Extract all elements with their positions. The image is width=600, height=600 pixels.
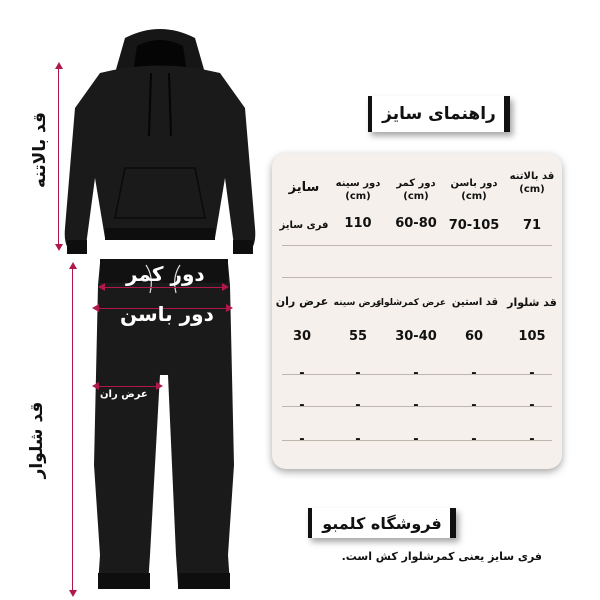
value-hip: 70-105	[448, 218, 500, 233]
header-thigh: عرض ران	[275, 295, 329, 308]
value-chest: 110	[344, 216, 372, 231]
thigh-arrow-left	[92, 382, 99, 390]
header-waist-unit: (cm)	[403, 191, 429, 202]
size-guide-title	[368, 96, 510, 132]
hoodie-length-arrow-bottom	[55, 244, 63, 251]
header-pants-waist: عرض کمرشلوار	[375, 298, 446, 308]
waist-line	[104, 287, 222, 288]
table-cell: -	[529, 366, 535, 381]
table-cell: -	[529, 432, 535, 447]
value-size: فری سایز	[279, 220, 329, 231]
table-cell: -	[471, 398, 477, 413]
table-cell: -	[471, 366, 477, 381]
hip-arrow-right	[226, 304, 233, 312]
table-cell: -	[529, 398, 535, 413]
header-hip-unit: (cm)	[461, 191, 487, 202]
header-hip	[446, 177, 502, 203]
hoodie-length-line	[58, 68, 59, 246]
table-cell: -	[355, 398, 361, 413]
header-hip-name: دور باسن	[450, 178, 498, 189]
header-chest	[330, 177, 386, 203]
pants-length-arrow-top	[69, 262, 77, 269]
waist-arrow-right	[222, 283, 229, 291]
size-guide-title-text: راهنمای سایز	[382, 104, 496, 124]
hoodie-image	[55, 28, 265, 258]
waist-arrow-left	[98, 283, 105, 291]
shop-bar-left	[308, 508, 312, 538]
table-cell: -	[471, 432, 477, 447]
shop-name-text: فروشگاه کلمبو	[322, 513, 442, 533]
table-separator	[282, 406, 552, 407]
hoodie-length-arrow-top	[55, 62, 63, 69]
table-cell: 30-40	[395, 329, 437, 344]
table-cell: 30	[292, 329, 312, 344]
thigh-arrow-right	[156, 382, 163, 390]
header-chest-unit: (cm)	[345, 191, 371, 202]
table-cell: -	[299, 366, 305, 381]
table-separator	[282, 245, 552, 246]
table-cell: -	[413, 366, 419, 381]
size-table	[272, 153, 562, 469]
table-cell: 55	[348, 329, 368, 344]
table-separator	[282, 440, 552, 441]
pants-length-label: قد شلوار	[27, 401, 47, 479]
value-waist: 60-80	[395, 216, 437, 231]
hip-label: دور باسن	[120, 302, 214, 326]
header-chest-name: دور سینه	[335, 178, 381, 189]
table-cell: 105	[518, 329, 546, 344]
title-bar-right	[504, 96, 510, 132]
value-hoodie-length: 71	[522, 218, 542, 233]
pants-length-line	[72, 268, 73, 594]
waist-label: دور کمر	[126, 262, 205, 286]
header-sleeve: قد استین	[451, 297, 499, 308]
table-separator	[282, 277, 552, 278]
header-waist-name: دور کمر	[396, 178, 436, 189]
header-pants-length: قد شلوار	[507, 296, 557, 309]
shop-bar-right	[450, 508, 456, 538]
table-cell: -	[413, 432, 419, 447]
header-hoodie-length-name: قد بالاتنه	[509, 171, 555, 182]
table-cell: -	[299, 432, 305, 447]
header-chest-width: عرض سینه	[333, 298, 383, 308]
pants-length-arrow-bottom	[69, 590, 77, 597]
table-separator	[282, 374, 552, 375]
table-cell: -	[299, 398, 305, 413]
table-cell: 60	[464, 329, 484, 344]
header-size-name: سایز	[288, 180, 320, 195]
table-cell: -	[355, 366, 361, 381]
thigh-label: عرض ران	[100, 389, 148, 400]
thigh-line	[98, 386, 156, 387]
shop-name	[308, 508, 456, 538]
header-hoodie-length	[504, 170, 560, 196]
hip-arrow-left	[92, 304, 99, 312]
table-cell: -	[355, 432, 361, 447]
free-size-note: فری سایز یعنی کمرشلوار کش است.	[341, 550, 542, 563]
header-hoodie-length-unit: (cm)	[519, 184, 545, 195]
header-size	[276, 180, 332, 195]
hoodie-length-label: قد بالاتنه	[30, 112, 50, 188]
header-waist	[388, 177, 444, 203]
title-bar-left	[368, 96, 372, 132]
table-cell: -	[413, 398, 419, 413]
